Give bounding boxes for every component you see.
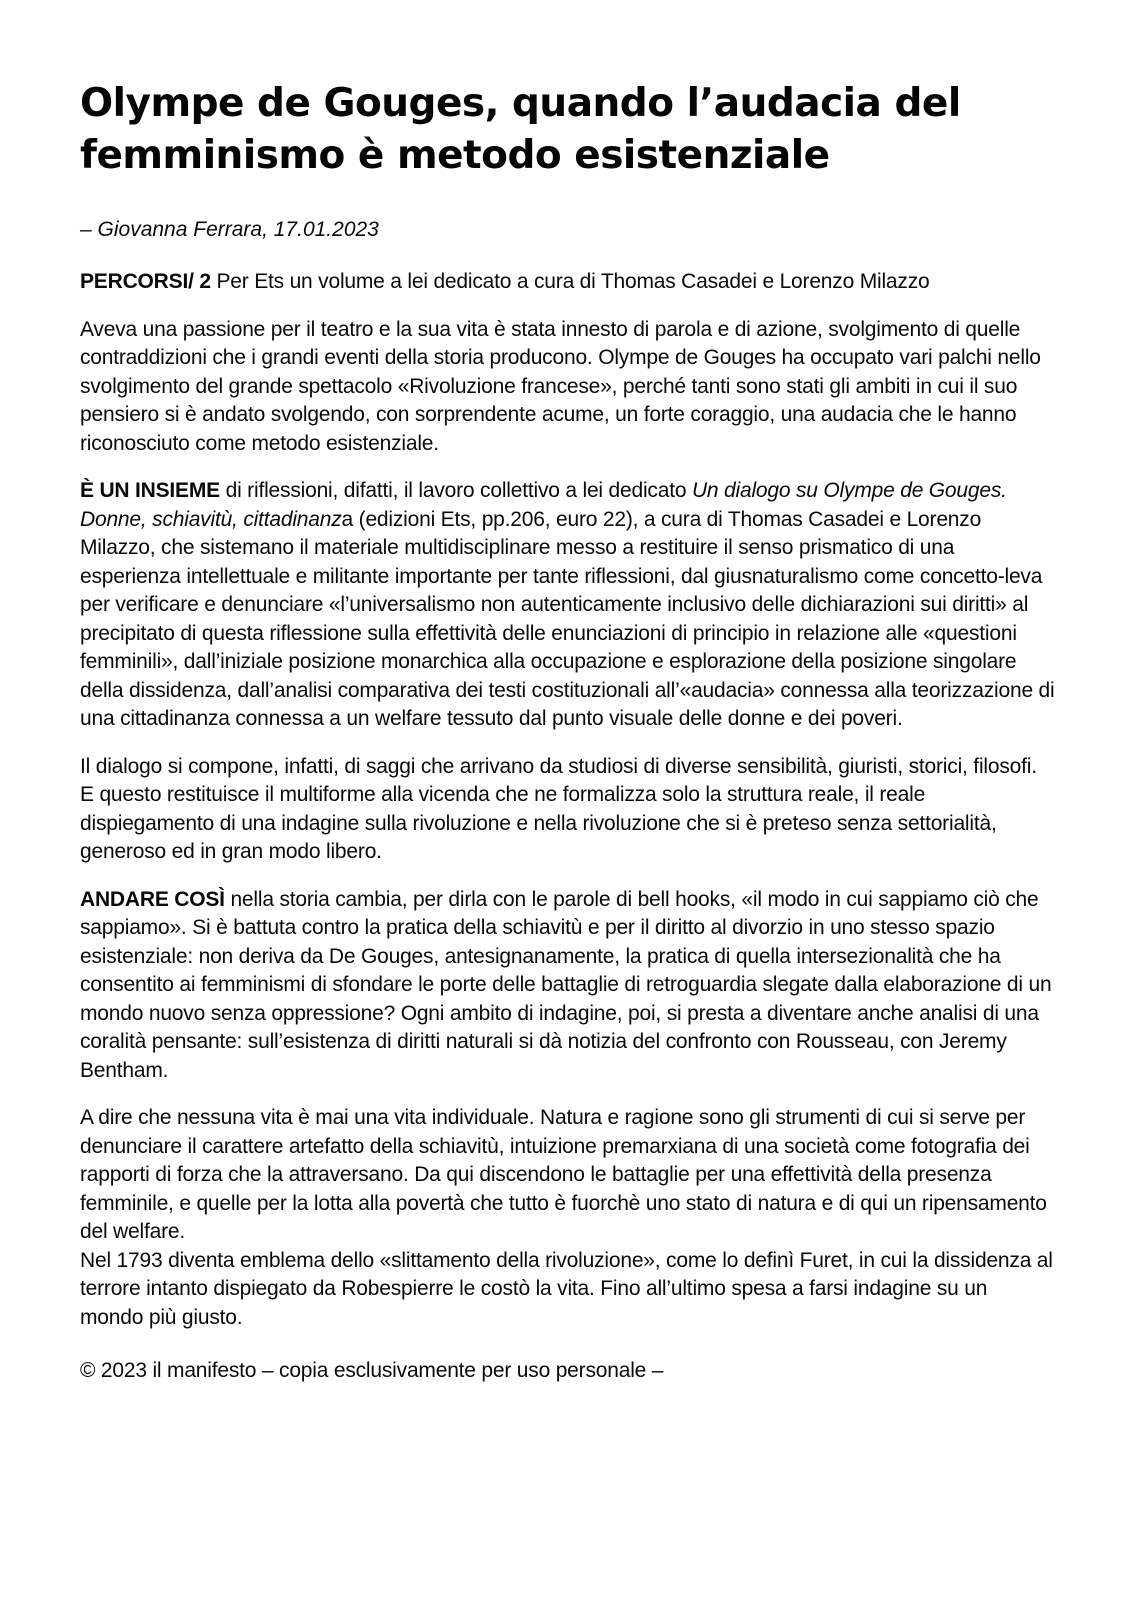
paragraph-intro: [80, 316, 1056, 459]
body-text: a (edizioni Ets, pp.206, euro 22), a cura di Thomas Casadei e Lorenzo Milazzo, che sistemano il materiale multidisciplinare messo a restituire il senso prismatico di una esperienza intellettuale e militante importante per tante riflessioni, dal giusnaturalismo come concetto-leva per verificare e denunciare «l’universalismo non autenticamente inclusivo delle dichiarazioni sui diritti» al precipitato di questa riflessione sulla effettività delle enunciazioni di principio in relazione alle «questioni femminili», dall’iniziale posizione monarchica alla occupazione e esplorazione della posizione singolare della dissidenza, dall’analisi comparativa dei testi costituzionali all’«audacia» connessa alla teorizzazione di una cittadinanza connessa a un welfare tessuto dal punto visuale delle donne e dei poveri.: [80, 507, 1055, 730]
article-byline: – Giovanna Ferrara, 17.01.2023: [80, 218, 379, 241]
paragraph-volume: [80, 477, 1056, 734]
body-text: Nel 1793 diventa emblema dello «slittamento della rivoluzione», come lo definì Furet, in cui la dissidenza al terrore intanto dispiegato da Robespierre le costò la vita. Fino all’ultimo spesa a farsi indagine su un mondo più giusto.: [80, 1248, 1053, 1329]
body-text: Aveva una passione per il teatro e la sua vita è stata innesto di parola e di azione, svolgimento di quelle contraddizioni che i grandi eventi della storia producono. Olympe de Gouges ha occupato vari palchi nello svolgimento del grande spettacolo «Rivoluzione francese», perché tanti sono stati gli ambiti in cui il suo pensiero si è andato svolgendo, con sorprendente acume, un forte coraggio, una audacia che le hanno riconosciuto come metodo esistenziale.: [80, 317, 1041, 455]
paragraph-andare-cosi: [80, 886, 1056, 1086]
bold-text: ANDARE COSÌ: [80, 887, 225, 911]
kicker-line: [80, 268, 1056, 297]
italic-text: Un dialogo su Olympe de Gouges. Donne, schiavitù, cittadinanz: [80, 479, 1007, 531]
bold-text: PERCORSI/ 2: [80, 270, 211, 293]
paragraph-conclusione: [80, 1104, 1056, 1332]
body-text: di riflessioni, difatti, il lavoro collettivo a lei dedicato: [219, 479, 692, 502]
body-text: Il dialogo si compone, infatti, di saggi che arrivano da studiosi di diverse sensibilità, giuristi, storici, filosofi. E questo restituisce il multiforme alla vicenda che ne formalizza solo la struttura reale, il reale dispiegamento di una indagine sulla rivoluzione e nella rivoluzione che si è preteso senza settorialità, generoso ed in gran modo libero.: [80, 754, 1037, 863]
article-body: [80, 268, 1056, 1332]
copyright-notice: © 2023 il manifesto – copia esclusivamente per uso personale –: [80, 1359, 664, 1382]
body-text: nella storia cambia, per dirla con le parole di bell hooks, «il modo in cui sappiamo ciò che sappiamo». Si è battuta contro la pratica della schiavitù e per il diritto al divorzio in uno stesso spazio esistenziale: non deriva da De Gouges, antesignanamente, la pratica di quella intersezionalità che ha consentito ai femminismi di sfondare le porte delle battaglie di retroguardia slegate dalla elaborazione di un mondo nuovo senza oppressione? Ogni ambito di indagine, poi, si presta a diventare anche analisi di una coralità pensante: sull’esistenza di diritti naturali si dà notizia del confronto con Rousseau, con Jeremy Bentham.: [80, 887, 1052, 1082]
paragraph-dialogo: [80, 753, 1056, 867]
article-title: Olympe de Gouges, quando l’audacia del femminismo è metodo esistenziale: [80, 81, 961, 178]
body-text: Per Ets un volume a lei dedicato a cura di Thomas Casadei e Lorenzo Milazzo: [210, 270, 930, 293]
bold-text: È UN INSIEME: [80, 479, 220, 502]
body-text: A dire che nessuna vita è mai una vita individuale. Natura e ragione sono gli strumenti di cui si serve per denunciare il carattere artefatto della schiavitù, intuizione premarxiana di una società come fotografia dei rapporti di forza che la attraversano. Da qui discendono le battaglie per una effettività della presenza femminile, e quelle per la lotta alla povertà che tutto è fuorchè uno stato di natura e di qui un ripensamento del welfare.: [80, 1106, 1047, 1243]
